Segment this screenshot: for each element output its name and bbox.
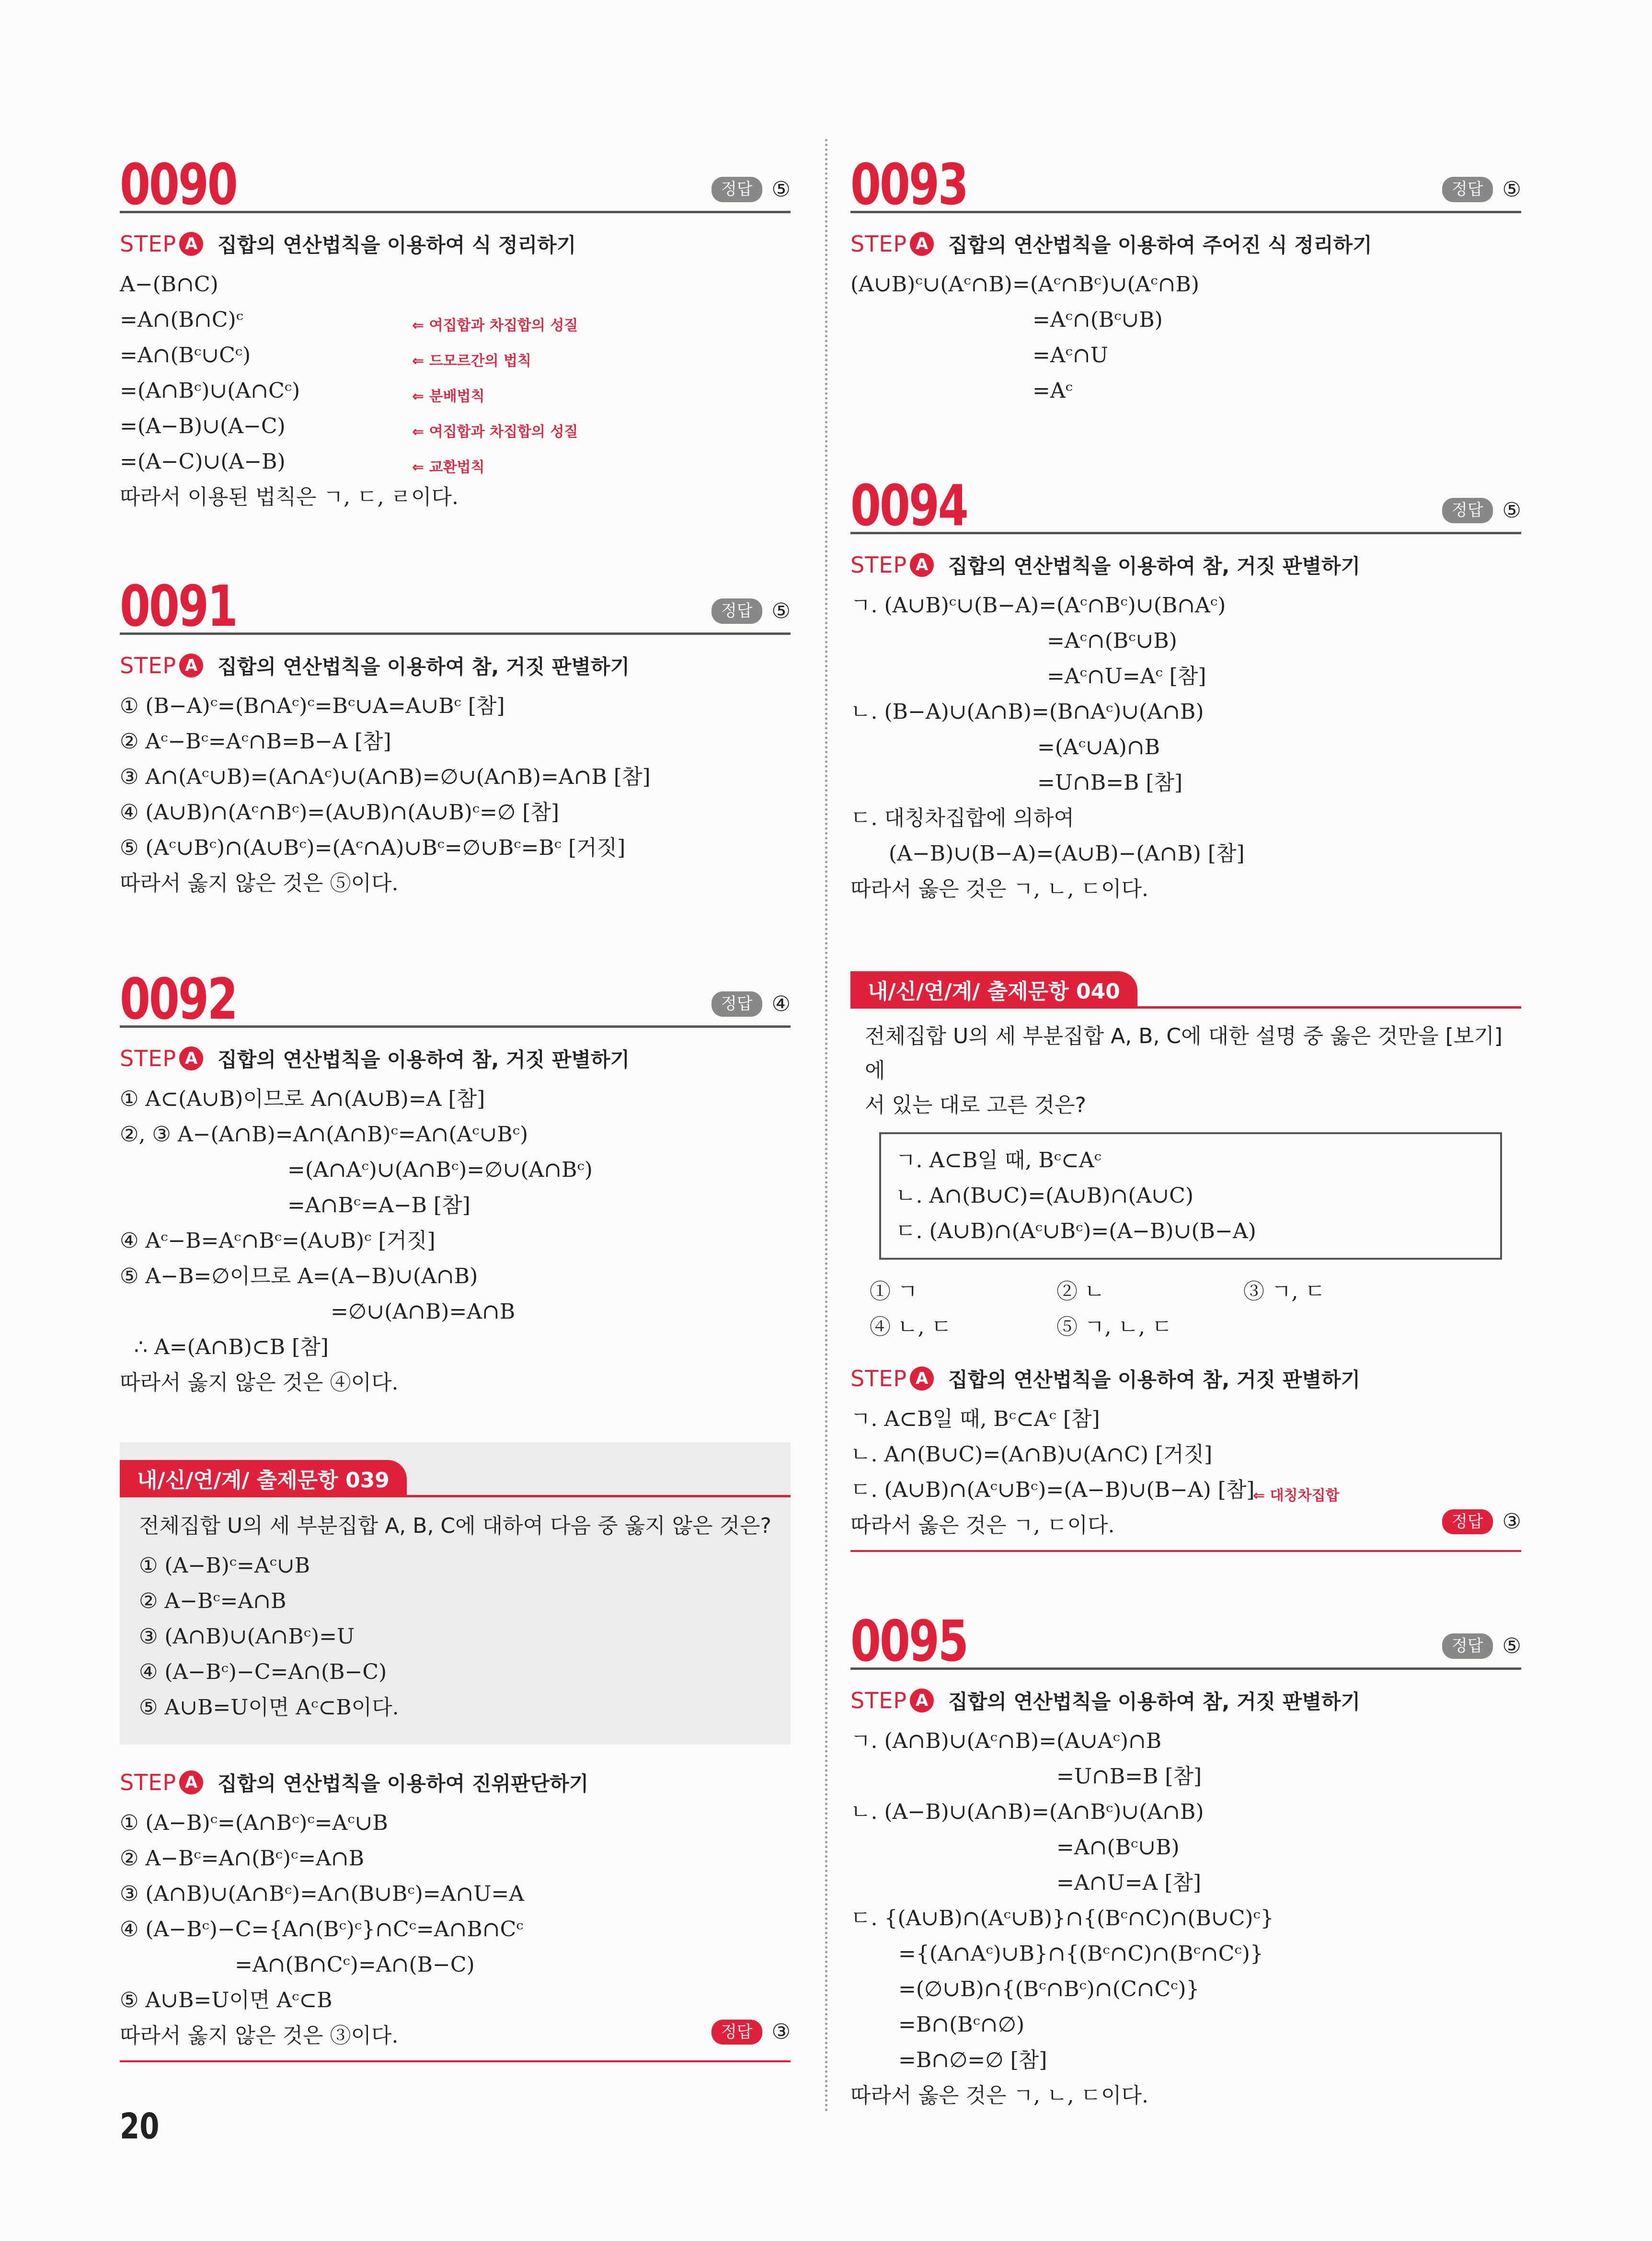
solution-line: ④ (A−Bᶜ)−C={A∩(Bᶜ)ᶜ}∩Cᶜ=A∩B∩Cᶜ <box>120 1917 524 1942</box>
choice: ② ㄴ <box>1056 1279 1105 1304</box>
solution-line: ㄴ. (A−B)∪(A∩B)=(A∩Bᶜ)∪(A∩B) <box>850 1800 1204 1824</box>
law-note: ⇐ 대칭차집합 <box>1253 1478 1340 1514</box>
conclusion: 따라서 옳지 않은 것은 ⑤이다. <box>120 871 399 896</box>
solution-line: =B∩(Bᶜ∩∅) <box>898 2012 1025 2037</box>
answer <box>711 2014 791 2050</box>
choice: ⑤ ㄱ, ㄴ, ㄷ <box>1056 1315 1172 1339</box>
step-word: STEP <box>120 231 177 257</box>
solution-line: =(∅∪B)∩{(Bᶜ∩Bᶜ)∩(C∩Cᶜ)} <box>898 1977 1200 2001</box>
step-heading <box>120 1768 791 1797</box>
problem-header <box>850 460 1521 539</box>
choice: ① ㄱ <box>870 1279 918 1304</box>
step-word: STEP <box>850 1366 907 1391</box>
related-header <box>120 1442 791 1497</box>
problem-0095 <box>850 1596 1521 2114</box>
problem-header <box>850 139 1521 218</box>
related-problem-040 <box>850 954 1521 1552</box>
answer <box>1442 1633 1521 1659</box>
solution-line: =(A∩Aᶜ)∪(A∩Bᶜ)=∅∪(A∩Bᶜ) <box>287 1158 593 1182</box>
answer-badge: 정답 <box>711 2020 762 2045</box>
answer <box>711 991 791 1017</box>
step-letter: A <box>910 553 934 577</box>
problem-header <box>120 954 791 1032</box>
solution-line: =A∩U=A [참] <box>1056 1871 1202 1895</box>
answer <box>1442 177 1521 202</box>
step-letter: A <box>179 1046 203 1070</box>
solution-line: ㄴ. A∩(B∪C)=(A∩B)∪(A∩C) [거짓] <box>850 1442 1213 1467</box>
step-letter: A <box>179 232 203 256</box>
example-box <box>879 1132 1502 1260</box>
solution-line <box>850 1472 1521 1508</box>
answer-badge: 정답 <box>711 598 762 624</box>
answer <box>1442 498 1521 523</box>
solution-line <box>120 409 791 444</box>
solution-line: A−(B∩C) <box>120 272 218 297</box>
law-note: ⇐ 교환법칙 <box>412 450 485 485</box>
column-divider <box>825 139 827 2113</box>
answer-value: ⑤ <box>771 599 791 624</box>
conclusion-text: 따라서 옳지 않은 것은 ③이다. <box>120 2023 399 2048</box>
answer-badge: 정답 <box>1442 1633 1493 1659</box>
answer-value: ⑤ <box>1502 498 1521 523</box>
problem-header <box>120 139 791 218</box>
answer-value: ⑤ <box>771 177 791 202</box>
step-word: STEP <box>120 1046 177 1071</box>
solution-line: =A∩(B∩Cᶜ)=A∩(B−C) <box>235 1953 475 1977</box>
answer-badge: 정답 <box>1442 498 1493 523</box>
solution-line: ① (B−A)ᶜ=(B∩Aᶜ)ᶜ=Bᶜ∪A=A∪Bᶜ [참] <box>120 694 505 718</box>
option: ② A−Bᶜ=A∩B <box>139 1589 287 1613</box>
solution-line: ②, ③ A−(A∩B)=A∩(A∩B)ᶜ=A∩(Aᶜ∪Bᶜ) <box>120 1122 528 1147</box>
related-tag: 내/신/연/계/ 출제문항 039 <box>120 1460 407 1497</box>
solution-line: =Aᶜ <box>1032 379 1073 403</box>
step-heading <box>850 551 1521 579</box>
answer-value: ④ <box>771 992 791 1017</box>
step-heading <box>850 1364 1521 1393</box>
solution-line: ㄱ. A⊂B일 때, Bᶜ⊂Aᶜ [참] <box>850 1407 1100 1431</box>
answer-value: ③ <box>1502 1509 1521 1534</box>
solution-line: =U∩B=B [참] <box>1056 1764 1202 1789</box>
equation: =(A−C)∪(A−B) <box>120 449 286 474</box>
step-title: 집합의 연산법칙을 이용하여 참, 거짓 판별하기 <box>948 554 1361 578</box>
step-letter: A <box>910 232 934 256</box>
step-word: STEP <box>850 231 907 257</box>
answer-value: ③ <box>771 2020 791 2044</box>
related-tag: 내/신/연/계/ 출제문항 040 <box>850 971 1137 1009</box>
conclusion: 따라서 옳지 않은 것은 ④이다. <box>120 1370 399 1395</box>
solution-line: =∅∪(A∩B)=A∩B <box>331 1299 516 1324</box>
page-number: 20 <box>120 2106 160 2147</box>
related-problem-039 <box>120 1442 791 1745</box>
step-title: 집합의 연산법칙을 이용하여 식 정리하기 <box>218 233 576 257</box>
solution-line: ① A⊂(A∪B)이므로 A∩(A∪B)=A [참] <box>120 1087 485 1111</box>
conclusion <box>120 2018 791 2054</box>
problem-number: 0090 <box>120 151 237 218</box>
conclusion-text: 따라서 옳은 것은 ㄱ, ㄷ이다. <box>850 1513 1115 1538</box>
solution-line: ④ Aᶜ−B=Aᶜ∩Bᶜ=(A∪B)ᶜ [거짓] <box>120 1229 436 1253</box>
step-heading <box>120 651 791 680</box>
solution-line: =U∩B=B [참] <box>1037 770 1183 795</box>
related-header <box>850 954 1521 1009</box>
answer <box>711 177 791 202</box>
problem-header <box>850 1596 1521 1674</box>
solution-line: ③ A∩(Aᶜ∪B)=(A∩Aᶜ)∪(A∩B)=∅∪(A∩B)=A∩B [참] <box>120 765 651 789</box>
problem-0094 <box>850 460 1521 907</box>
law-note: ⇐ 여집합과 차집합의 성질 <box>412 308 578 344</box>
option: ① (A−B)ᶜ=Aᶜ∪B <box>139 1553 310 1578</box>
problem-0091 <box>120 561 791 901</box>
solution-line <box>120 373 791 409</box>
section-end-rule <box>850 1550 1521 1552</box>
solution-line: ② A−Bᶜ=A∩(Bᶜ)ᶜ=A∩B <box>120 1846 365 1871</box>
step-letter: A <box>910 1689 934 1712</box>
problem-0092 <box>120 954 791 1401</box>
solution-line: (A−B)∪(B−A)=(A∪B)−(A∩B) [참] <box>889 841 1245 866</box>
conclusion: 따라서 이용된 법칙은 ㄱ, ㄷ, ㄹ이다. <box>120 485 459 509</box>
equation: =A∩(B∩C)ᶜ <box>120 308 243 332</box>
solution-line: =B∩∅=∅ [참] <box>898 2048 1047 2072</box>
option: ③ (A∩B)∪(A∩Bᶜ)=U <box>139 1624 355 1649</box>
answer-badge: 정답 <box>1442 177 1493 202</box>
solution-line: =A∩(Bᶜ∪B) <box>1056 1835 1180 1860</box>
equation: =A∩(Bᶜ∪Cᶜ) <box>120 343 251 368</box>
problem-header <box>120 561 791 639</box>
solution-line: ㄱ. (A∪B)ᶜ∪(B−A)=(Aᶜ∩Bᶜ)∪(B∩Aᶜ) <box>850 593 1226 618</box>
step-heading <box>120 230 791 258</box>
solution-line: ⑤ A∪B=U이면 Aᶜ⊂B <box>120 1988 333 2012</box>
question-line: 전체집합 U의 세 부분집합 A, B, C에 대한 설명 중 옳은 것만을 [보기]에 <box>865 1024 1503 1083</box>
solution-line: =A∩Bᶜ=A−B [참] <box>287 1193 470 1218</box>
solution-line: ② Aᶜ−Bᶜ=Aᶜ∩B=B−A [참] <box>120 729 391 754</box>
solution-line: ⑤ A−B=∅이므로 A=(A−B)∪(A∩B) <box>120 1264 478 1288</box>
step-word: STEP <box>120 653 177 678</box>
related-question <box>850 1009 1521 1123</box>
law-note: ⇐ 분배법칙 <box>412 379 485 414</box>
answer-badge: 정답 <box>711 177 762 202</box>
answer-badge: 정답 <box>711 991 762 1017</box>
problem-number: 0092 <box>120 966 237 1032</box>
related-039-solution <box>120 1768 791 2062</box>
choice: ④ ㄴ, ㄷ <box>870 1315 952 1339</box>
answer-badge: 정답 <box>1442 1509 1493 1535</box>
problem-number: 0091 <box>120 573 237 639</box>
answer-value: ⑤ <box>1502 1634 1521 1659</box>
law-note: ⇐ 여집합과 차집합의 성질 <box>412 414 578 450</box>
step-letter: A <box>179 1770 203 1794</box>
problem-number: 0095 <box>850 1608 967 1674</box>
problem-0090 <box>120 139 791 515</box>
solution-line: ㄴ. (B−A)∪(A∩B)=(B∩Aᶜ)∪(A∩B) <box>850 700 1204 724</box>
step-title: 집합의 연산법칙을 이용하여 진위판단하기 <box>218 1772 589 1795</box>
step-heading <box>120 1044 791 1073</box>
solution-line: =(Aᶜ∪A)∩B <box>1037 735 1160 759</box>
answer-value: ⑤ <box>1502 177 1521 202</box>
solution-line: ={(A∩Aᶜ)∪B}∩{(Bᶜ∩C)∩(Bᶜ∩Cᶜ)} <box>898 1942 1263 1966</box>
solution-line: ∴ A=(A∩B)⊂B [참] <box>134 1335 329 1359</box>
choice: ③ ㄱ, ㄷ <box>1243 1279 1325 1304</box>
step-title: 집합의 연산법칙을 이용하여 참, 거짓 판별하기 <box>948 1690 1361 1713</box>
law-note: ⇐ 드모르간의 법칙 <box>412 344 531 379</box>
step-letter: A <box>910 1367 934 1391</box>
step-title: 집합의 연산법칙을 이용하여 참, 거짓 판별하기 <box>218 1048 630 1071</box>
conclusion <box>850 1508 1521 1543</box>
box-item: ㄱ. A⊂B일 때, Bᶜ⊂Aᶜ <box>895 1148 1101 1172</box>
option: ⑤ A∪B=U이면 Aᶜ⊂B이다. <box>139 1695 399 1720</box>
box-item: ㄷ. (A∪B)∩(Aᶜ∪Bᶜ)=(A−B)∪(B−A) <box>895 1219 1256 1243</box>
section-end-rule <box>120 2060 791 2062</box>
problem-0093 <box>850 139 1521 409</box>
question-line: 서 있는 대로 고른 것은? <box>865 1093 1086 1117</box>
answer <box>711 598 791 624</box>
solution-line: ㄷ. {(A∪B)∩(Aᶜ∪B)}∩{(Bᶜ∩C)∩(B∪C)ᶜ} <box>850 1906 1274 1931</box>
step-heading <box>850 1686 1521 1715</box>
solution-line: ③ (A∩B)∪(A∩Bᶜ)=A∩(B∪Bᶜ)=A∩U=A <box>120 1882 524 1906</box>
equation: =(A∩Bᶜ)∪(A∩Cᶜ) <box>120 379 300 403</box>
solution-line: ⑤ (Aᶜ∪Bᶜ)∩(A∪Bᶜ)=(Aᶜ∩A)∪Bᶜ=∅∪Bᶜ=Bᶜ [거짓] <box>120 836 626 860</box>
step-word: STEP <box>850 1688 907 1713</box>
step-word: STEP <box>850 552 907 578</box>
option: ④ (A−Bᶜ)−C=A∩(B−C) <box>139 1660 387 1684</box>
answer-choices <box>850 1274 1521 1345</box>
step-heading <box>850 230 1521 258</box>
solution-line: ④ (A∪B)∩(Aᶜ∩Bᶜ)=(A∪B)∩(A∪B)ᶜ=∅ [참] <box>120 800 559 825</box>
equation: =(A−B)∪(A−C) <box>120 414 286 438</box>
solution-line <box>120 302 791 338</box>
step-title: 집합의 연산법칙을 이용하여 주어진 식 정리하기 <box>948 233 1372 257</box>
solution-line: ㄷ. 대칭차집합에 의하여 <box>850 806 1074 830</box>
related-question: 전체집합 U의 세 부분집합 A, B, C에 대하여 다음 중 옳지 않은 것은? <box>139 1514 771 1538</box>
step-title: 집합의 연산법칙을 이용하여 참, 거짓 판별하기 <box>218 655 630 678</box>
step-word: STEP <box>120 1770 177 1795</box>
conclusion: 따라서 옳은 것은 ㄱ, ㄴ, ㄷ이다. <box>850 2083 1148 2108</box>
solution-line: =Aᶜ∩U <box>1032 343 1108 368</box>
answer <box>1442 1504 1521 1540</box>
solution-line: ① (A−B)ᶜ=(A∩Bᶜ)ᶜ=Aᶜ∪B <box>120 1811 388 1835</box>
conclusion: 따라서 옳은 것은 ㄱ, ㄴ, ㄷ이다. <box>850 877 1148 901</box>
solution-line <box>120 444 791 480</box>
problem-number: 0093 <box>850 151 967 218</box>
box-item: ㄴ. A∩(B∪C)=(A∪B)∩(A∪C) <box>895 1184 1194 1208</box>
solution-line: (A∪B)ᶜ∪(Aᶜ∩B)=(Aᶜ∩Bᶜ)∪(Aᶜ∩B) <box>850 272 1199 297</box>
problem-number: 0094 <box>850 472 967 539</box>
solution-line <box>120 338 791 373</box>
solution-line: ㄱ. (A∩B)∪(Aᶜ∩B)=(A∪Aᶜ)∩B <box>850 1729 1162 1753</box>
step-letter: A <box>179 654 203 678</box>
step-title: 집합의 연산법칙을 이용하여 참, 거짓 판별하기 <box>948 1368 1361 1391</box>
solution-line: =Aᶜ∩(Bᶜ∪B) <box>1047 629 1177 653</box>
solution-line: =Aᶜ∩U=Aᶜ [참] <box>1047 664 1206 689</box>
solution-line: =Aᶜ∩(Bᶜ∪B) <box>1032 308 1163 332</box>
equation: ㄷ. (A∪B)∩(Aᶜ∪Bᶜ)=(A−B)∪(B−A) [참] <box>850 1478 1255 1502</box>
